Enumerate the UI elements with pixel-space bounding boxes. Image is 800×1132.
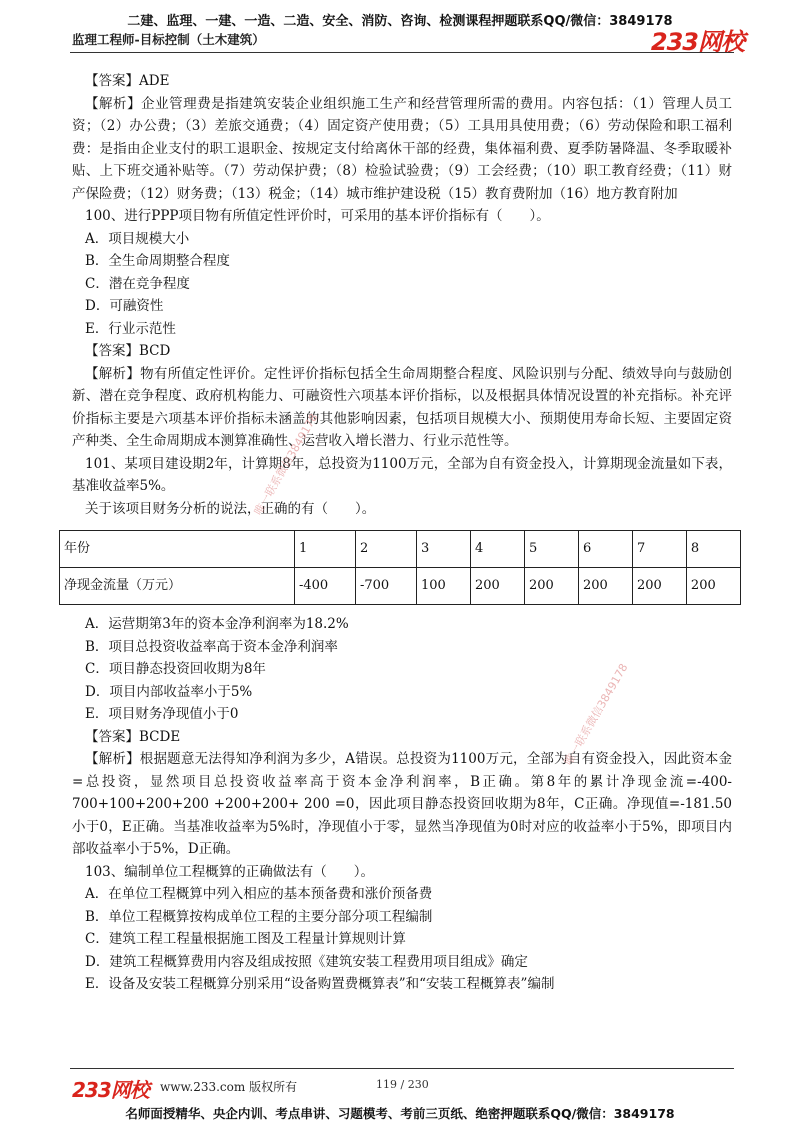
table-row	[60, 568, 741, 605]
q100-option-d: D．可融资性	[85, 298, 164, 314]
watermark: 唯一联系微信3849178	[561, 661, 631, 768]
table-cell-value: 200	[686, 568, 740, 605]
q100-option-b: B．全生命周期整合程度	[85, 253, 230, 269]
q101-option-e: E．项目财务净现值小于0	[85, 706, 239, 722]
table-cell-year: 4	[470, 531, 524, 568]
q103-option-b: B．单位工程概算按构成单位工程的主要分部分项工程编制	[85, 908, 433, 925]
q103-question: 103、编制单位工程概算的正确做法有（ ）。	[85, 863, 375, 880]
table-cell-value: 200	[470, 568, 524, 605]
cash-flow-table	[59, 530, 741, 605]
q101-option-b: B．项目总投资收益率高于资本金净利润率	[85, 638, 338, 655]
table-cell-year: 6	[578, 531, 632, 568]
q103-option-c: C．建筑工程工程量根据施工图及工程量计算规则计算	[85, 931, 406, 947]
q101-option-a: A．运营期第3年的资本金净利润率为18.2%	[85, 616, 349, 632]
q103-option-d: D．建筑工程概算费用内容及组成按照《建筑安装工程费用项目组成》确定	[85, 953, 528, 970]
q100-option-c: C．潜在竞争程度	[85, 275, 190, 292]
table-cell-value: -400	[295, 568, 356, 605]
table-cell-value: 200	[632, 568, 686, 605]
q99-analysis: 【解析】企业管理费是指建筑安装企业组织施工生产和经营管理所需的费用。内容包括：（1）管理人员工资；（2）办公费；（3）差旅交通费；（4）固定资产使用费；（5）工具用具使用费；（6）劳动保险和职工福利费：是指由企业支付的职工退职金、按规定支付给离休干部的经费，集体福利费、夏季防暑降温、冬季取暖补贴、上下班交通补贴等。（7）劳动保护费；（8）检验试验费；（9）工会经费；（10）职工教育经费；（11）财产保险费；（12）财务费；（13）税金；（14）城市维护建设税（15）教育费附加（16）地方教育附加	[72, 95, 732, 202]
q101-option-c: C．项目静态投资回收期为8年	[85, 661, 266, 677]
table-row	[60, 531, 741, 568]
header-banner: 二建、监理、一建、一造、二造、安全、消防、咨询、检测课程押题联系QQ/微信：3849178	[127, 14, 673, 29]
q101-question-2: 关于该项目财务分析的说法，正确的有（ ）。	[85, 500, 376, 517]
table-cell-year: 1	[295, 531, 356, 568]
table-header-label: 年份	[60, 531, 295, 568]
document-subtitle: 监理工程师-目标控制（土木建筑）	[72, 32, 265, 47]
footer-logo: 233网校	[72, 1078, 149, 1102]
table-cell-year: 5	[524, 531, 578, 568]
header-divider	[70, 52, 734, 53]
footer-site-link[interactable]: www.233.com 版权所有	[160, 1080, 298, 1094]
table-cell-value: 100	[417, 568, 471, 605]
footer-banner: 名师面授精华、央企内训、考点串讲、习题模考、考前三页纸、绝密押题联系QQ/微信：3849178	[125, 1106, 675, 1121]
table-cell-year: 8	[686, 531, 740, 568]
q99-answer: 【答案】ADE	[85, 73, 170, 89]
q100-option-e: E．行业示范性	[85, 320, 176, 337]
q100-option-a: A．项目规模大小	[85, 230, 190, 247]
q101-question: 101、某项目建设期2年，计算期8年，总投资为1100万元，全部为自有资金投入，计算期现金流量如下表，基准收益率5%。	[72, 455, 732, 494]
table-cell-year: 7	[632, 531, 686, 568]
page-content	[64, 70, 732, 996]
q101-option-d: D．项目内部收益率小于5%	[85, 683, 253, 700]
watermark: 唯一联系微信3849178	[251, 411, 321, 518]
q101-answer: 【答案】BCDE	[85, 728, 181, 745]
table-cell-value: 200	[578, 568, 632, 605]
footer-divider	[70, 1068, 734, 1069]
q100-answer: 【答案】BCD	[85, 343, 171, 359]
q103-option-a: A．在单位工程概算中列入相应的基本预备费和涨价预备费	[85, 886, 433, 902]
table-cell-value: -700	[356, 568, 417, 605]
q101-analysis: 【解析】根据题意无法得知净利润为多少，A错误。总投资为1100万元，全部为自有资金投入，因此资本金=总投资，显然项目总投资收益率高于资本金净利润率，B正确。第8年的累计净现金流=-400-700+100+200+200 +200+200+ 200 =0，因此项目静态投资回收期为8年，C正确。净现值=-181.50小于0，E正确。当基准收益率为5%时，净现值小于零，显然当净现值为0时对应的收益率小于5%，即项目内部收益率小于5%，D正确。	[72, 751, 732, 857]
page-number: 119 / 230	[376, 1078, 429, 1091]
table-row-label: 净现金流量（万元）	[60, 568, 295, 605]
q103-option-e: E．设备及安装工程概算分别采用“设备购置费概算表”和“安装工程概算表”编制	[85, 976, 555, 992]
table-cell-value: 200	[524, 568, 578, 605]
q100-question: 100、进行PPP项目物有所值定性评价时，可采用的基本评价指标有（ ）。	[85, 208, 550, 224]
q100-analysis: 【解析】物有所值定性评价。定性评价指标包括全生命周期整合程度、风险识别与分配、绩效导向与鼓励创新、潜在竞争程度、政府机构能力、可融资性六项基本评价指标，以及根据具体情况设置的补充指标。补充评价指标主要是六项基本评价指标未涵盖的其他影响因素，包括项目规模大小、预期使用寿命长短、主要固定资产种类、全生命周期成本测算准确性、运营收入增长潜力、行业示范性等。	[72, 365, 732, 449]
brand-logo: 233网校	[650, 28, 744, 56]
table-cell-year: 2	[356, 531, 417, 568]
table-cell-year: 3	[417, 531, 471, 568]
